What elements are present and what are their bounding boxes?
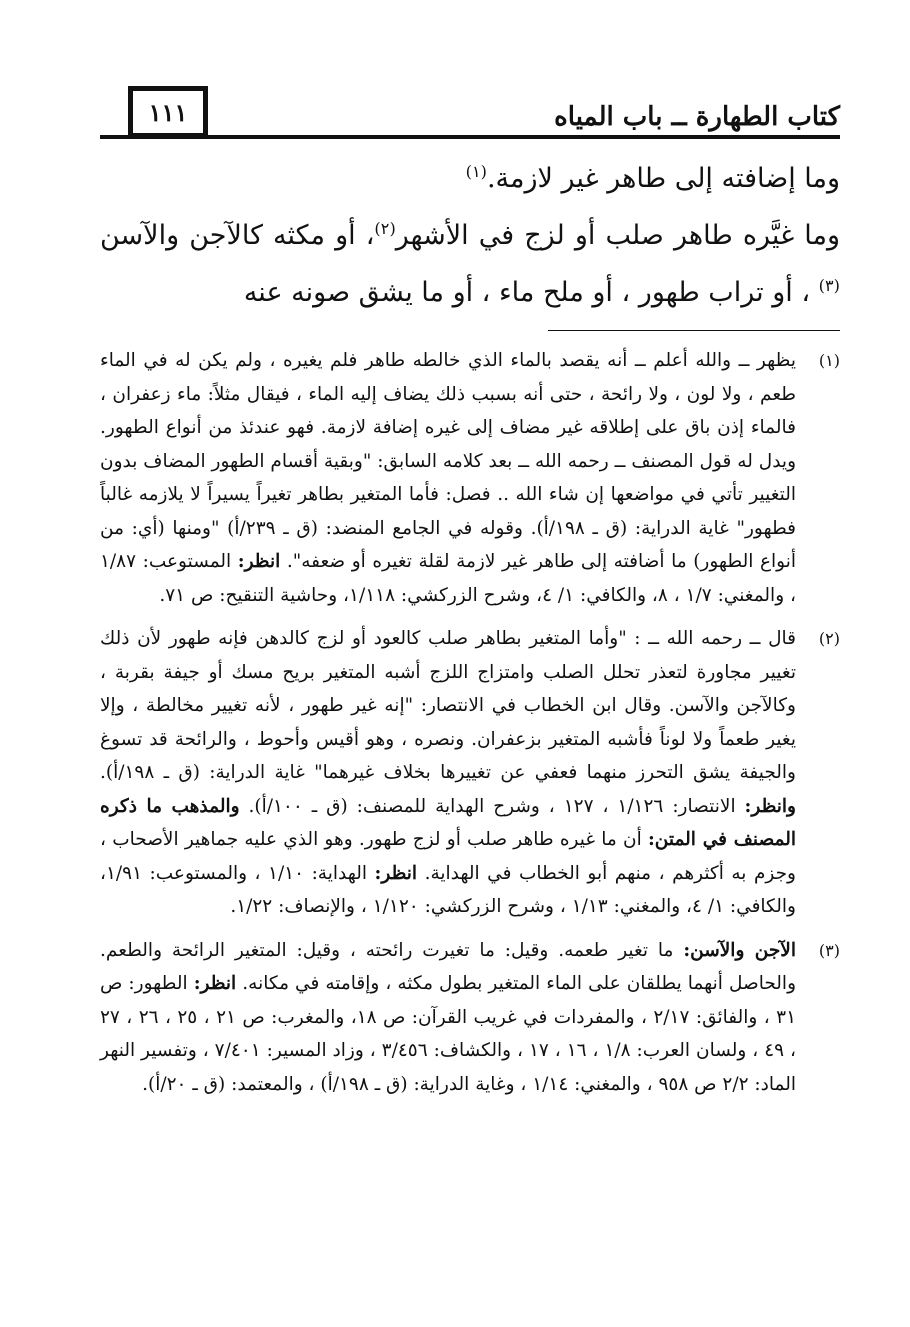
page-number: ١١١	[148, 97, 188, 127]
footnote-ref-2[interactable]: (٢)	[374, 219, 396, 238]
chapter-title: كتاب الطهارة ــ باب المياه	[554, 102, 840, 132]
main-text	[100, 150, 840, 321]
footnote-number: (٢)	[818, 629, 840, 648]
footnote-1: (١) يظهر ــ والله أعلم ــ أنه يقصد بالماء الذي خالطه طاهر فلم يغيره ، ولم يكن له في الماء طعم ، ولا لون ، ولا رائحة ، حتى أنه بسبب ذلك يضاف إليه الماء ، فيقال مثلاً: ماء زعفران ، فالماء إذن باق على إطلاقه غير مضاف إلى غيره إضافة لازمة. فهو عندئذ من أنواع الطهور. ويدل له قول المصنف ــ رحمه الله ــ بعد كلامه السابق: "وبقية أقسام الطهور المضاف بدون التغيير تأتي في مواضعها إن شاء الله .. فصل: فأما المتغير بطاهر تغيراً يسيراً لا يلازمه غالباً فطهور" غاية الدراية: (ق ـ ١٩٨/أ). وقوله في الجامع المنضد: (ق ـ ٢٣٩/أ) "ومنها (أي: من أنواع الطهور) ما أضافته إلى طاهر غير لازمة لقلة تغيره أو ضعفه". انظر: المستوعب: ١/٨٧ ، والمغني: ١/٧ ، ٨، والكافي: ١/ ٤، وشرح الزركشي: ١/١١٨، وحاشية التنقيح: ص ٧١.	[100, 344, 840, 612]
footnote-number: (٣)	[818, 940, 840, 960]
main-line-2: وما غيَّره طاهر صلب أو لزج في الأشهر$^{(٢)}$، أو مكثه كالآجن والآسن $^{(٣)}$ ، أو تراب طهور ، أو ملح ماء ، أو ما يشق صونه عنه	[100, 219, 840, 308]
footnote-number: (١)	[818, 351, 840, 370]
footnote-ref-1[interactable]: (١)	[465, 162, 487, 181]
header-rule	[100, 135, 840, 139]
footnote-3: (٣) الآجن والآسن: ما تغير طعمه. وقيل: ما تغيرت رائحته ، وقيل: المتغير الرائحة والطعم. والحاصل أنهما يطلقان على الماء المتغير بطول مكثه ، وإقامته في مكانه. انظر: الطهور: ص ٣١ ، والفائق: ٢/١٧ ، والمفردات في غريب القرآن: ص ١٨، والمغرب: ص ٢١ ، ٢٥ ، ٢٦ ، ٢٧ ، ٤٩ ، ولسان العرب: ١/٨ ، ١٦ ، ١٧ ، والكشاف: ٣/٤٥٦ ، وزاد المسير: ٧/٤٠١ ، وتفسير النهر الماد: ٢/٢ ص ٩٥٨ ، والمغني: ١/١٤ ، وغاية الدراية: (ق ـ ١٩٨/أ) ، والمعتمد: (ق ـ ٢٠/أ).	[100, 934, 840, 1102]
footnote-ref-3[interactable]: (٣)	[818, 276, 840, 295]
footnote-separator	[548, 330, 840, 331]
main-line-1: وما إضافته إلى طاهر غير لازمة.$^{(١)}$	[465, 162, 840, 194]
footnotes	[100, 344, 840, 1111]
page-header	[100, 86, 840, 146]
page-number-box	[128, 86, 208, 138]
footnote-2: (٢) قال ــ رحمه الله ــ : "وأما المتغير بطاهر صلب كالعود أو لزج كالدهن فإنه طهور لأن ذلك تغيير مجاورة لتعذر تحلل الصلب وامتزاج اللزج أشبه المتغير بريح مسك أو جيفة بقربة ، وكالآجن والآسن. وقال ابن الخطاب في الانتصار: "إنه غير طهور ، لأنه تغيير مخالطة ، وإلا يغير طعماً ولا لوناً فأشبه المتغير بزعفران. ونصره ، وهو أقيس وأحوط ، والرائحة قد تسوغ والجيفة يشق التحرز منهما فعفي عن تغييرها بخلاف غيرهما" غاية الدراية: (ق ـ ١٩٨/أ). وانظر: الانتصار: ١/١٢٦ ، ١٢٧ ، وشرح الهداية للمصنف: (ق ـ ١٠٠/أ). والمذهب ما ذكره المصنف في المتن: أن ما غيره طاهر صلب أو لزج طهور. وهو الذي عليه جماهير الأصحاب ، وجزم به أكثرهم ، منهم أبو الخطاب في الهداية. انظر: الهداية: ١/١٠ ، والمستوعب: ١/٩١، والكافي: ١/ ٤، والمغني: ١/١٣ ، وشرح الزركشي: ١/١٢٠ ، والإنصاف: ١/٢٢.	[100, 622, 840, 924]
